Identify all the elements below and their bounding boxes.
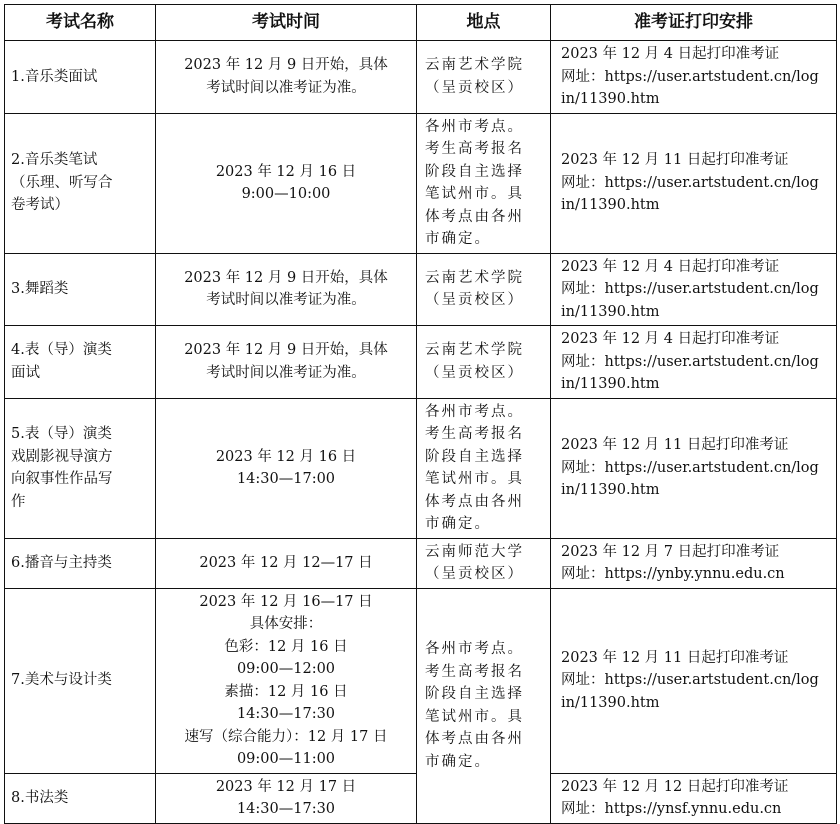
admission-print-cell-line: 2023 年 12 月 11 日起打印准考证 [561, 649, 789, 666]
table-body [5, 41, 837, 824]
exam-name-cell [5, 773, 156, 823]
location-cell [417, 113, 551, 253]
location-cell [417, 588, 551, 823]
table-row [5, 588, 837, 773]
admission-print-cell [551, 113, 837, 253]
exam-time-cell [156, 113, 417, 253]
exam-name-cell-line: 作 [11, 493, 26, 510]
exam-name-cell-line: 4.表（导）演类 [11, 342, 112, 359]
admission-print-cell [551, 538, 837, 588]
location-cell-line: 各州市考点。 [425, 403, 524, 420]
admission-print-cell-line: in/11390.htm [561, 482, 660, 499]
admission-print-cell-line: 2023 年 12 月 12 日起打印准考证 [561, 778, 789, 795]
exam-name-cell-line: 7.美术与设计类 [11, 672, 112, 689]
admission-print-cell [551, 588, 837, 773]
admission-print-cell-line: in/11390.htm [561, 303, 660, 320]
location-cell-line: 体考点由各州 [425, 208, 524, 225]
location-cell-line: 考生高考报名 [425, 663, 524, 680]
location-cell-line: 考生高考报名 [425, 141, 524, 157]
admission-print-cell-line: 网址：https://user.artstudent.cn/log [561, 281, 819, 297]
location-cell-line: 市确定。 [425, 516, 491, 532]
admission-print-cell [551, 253, 837, 326]
location-cell-line: 云南师范大学 [425, 543, 524, 560]
exam-name-cell-line: 面试 [11, 364, 40, 381]
header-location: 地点 [417, 5, 551, 41]
exam-name-cell-line: 2.音乐类笔试 [11, 152, 98, 169]
admission-print-cell-line: 网址：https://user.artstudent.cn/log [561, 672, 819, 689]
admission-print-cell-line: 2023 年 12 月 4 日起打印准考证 [561, 258, 780, 275]
exam-time-cell [156, 398, 417, 538]
admission-print-cell-line: 网址：https://user.artstudent.cn/log [561, 68, 819, 85]
exam-time-cell [156, 538, 417, 588]
exam-name-cell [5, 398, 156, 538]
header-admission-print: 准考证打印安排 [551, 5, 837, 41]
location-cell-line: 云南艺术学院 [425, 342, 524, 359]
location-cell-line: （呈贡校区） [425, 566, 524, 582]
admission-print-cell [551, 773, 837, 823]
table-row [5, 41, 837, 114]
location-cell-line: 各州市考点。 [425, 118, 524, 135]
exam-time-cell-line: 色彩：12 月 16 日 [224, 638, 348, 655]
exam-name-cell-line: 向叙事性作品写 [11, 471, 113, 487]
location-cell-line: （呈贡校区） [425, 292, 524, 309]
exam-name-cell [5, 253, 156, 326]
exam-time-cell-line: 考试时间以准考证为准。 [206, 364, 366, 381]
admission-print-cell-line: 网址：https://user.artstudent.cn/log [561, 459, 819, 476]
table-row [5, 113, 837, 253]
exam-time-cell-line: 考试时间以准考证为准。 [206, 79, 366, 96]
location-cell-line: 各州市考点。 [425, 641, 524, 657]
location-cell-line: 阶段自主选择 [425, 448, 524, 465]
exam-name-cell-line: 戏剧影视导演方 [11, 448, 113, 465]
location-cell [417, 41, 551, 114]
admission-print-cell-line: in/11390.htm [561, 694, 660, 711]
exam-time-cell [156, 326, 417, 399]
exam-name-cell-line: 1.音乐类面试 [11, 68, 98, 85]
location-cell-line: 市确定。 [425, 231, 491, 247]
exam-time-cell-line: 9:00—10:00 [241, 186, 331, 202]
location-cell-line: （呈贡校区） [425, 79, 524, 96]
location-cell [417, 253, 551, 326]
exam-time-cell [156, 41, 417, 114]
table-row [5, 326, 837, 399]
location-cell-line: 云南艺术学院 [425, 269, 524, 286]
admission-print-cell-line: 2023 年 12 月 11 日起打印准考证 [561, 152, 789, 169]
location-cell-line: 云南艺术学院 [425, 57, 524, 74]
exam-name-cell [5, 41, 156, 114]
exam-time-cell-line: 09:00—11:00 [236, 751, 336, 767]
exam-time-cell-line: 2023 年 12 月 16 日 [215, 163, 357, 180]
location-cell-line: 笔试州市。具 [425, 708, 524, 725]
exam-time-cell-line: 2023 年 12 月 9 日开始，具体 [184, 342, 388, 359]
exam-time-cell-line: 具体安排： [249, 616, 323, 632]
exam-time-cell [156, 773, 417, 823]
exam-name-cell [5, 538, 156, 588]
exam-time-cell-line: 速写（综合能力）：12 月 17 日 [184, 728, 388, 745]
exam-name-cell-line: 8.书法类 [11, 789, 69, 806]
location-cell-line: 笔试州市。具 [425, 471, 524, 487]
header-exam-time: 考试时间 [156, 5, 417, 41]
exam-time-cell-line: 2023 年 12 月 9 日开始，具体 [184, 269, 388, 286]
location-cell [417, 398, 551, 538]
admission-print-cell-line: 网址：https://user.artstudent.cn/log [561, 353, 819, 370]
admission-print-cell-line: in/11390.htm [561, 197, 660, 214]
header-exam-name: 考试名称 [5, 5, 156, 41]
table-row [5, 538, 837, 588]
location-cell-line: （呈贡校区） [425, 364, 524, 381]
exam-name-cell [5, 113, 156, 253]
exam-time-cell-line: 14:30—17:30 [236, 801, 336, 817]
location-cell-line: 阶段自主选择 [425, 686, 524, 702]
admission-print-cell-line: 2023 年 12 月 7 日起打印准考证 [561, 543, 780, 560]
admission-print-cell-line: 网址：https://ynby.ynnu.edu.cn [561, 566, 785, 582]
location-cell [417, 326, 551, 399]
admission-print-cell-line: 2023 年 12 月 11 日起打印准考证 [561, 437, 789, 454]
exam-time-cell-line: 14:30—17:00 [236, 471, 336, 487]
exam-name-cell-line: 3.舞蹈类 [11, 281, 69, 297]
exam-time-cell [156, 588, 417, 773]
exam-time-cell-line: 素描：12 月 16 日 [224, 683, 348, 700]
exam-time-cell-line: 09:00—12:00 [236, 661, 336, 677]
location-cell-line: 阶段自主选择 [425, 163, 524, 180]
table-row [5, 253, 837, 326]
admission-print-cell-line: 网址：https://user.artstudent.cn/log [561, 174, 819, 191]
admission-print-cell-line: 2023 年 12 月 4 日起打印准考证 [561, 331, 780, 347]
exam-name-cell [5, 326, 156, 399]
admission-print-cell-line: 网址：https://ynsf.ynnu.edu.cn [561, 801, 782, 817]
location-cell-line: 笔试州市。具 [425, 186, 524, 202]
exam-time-cell-line: 14:30—17:30 [236, 706, 336, 722]
location-cell-line: 体考点由各州 [425, 731, 524, 747]
exam-time-cell-line: 2023 年 12 月 16—17 日 [199, 593, 373, 610]
admission-print-cell [551, 398, 837, 538]
exam-time-cell-line: 2023 年 12 月 12—17 日 [199, 554, 373, 571]
location-cell-line: 市确定。 [425, 753, 491, 770]
exam-name-cell-line: 6.播音与主持类 [11, 554, 112, 571]
table-row [5, 398, 837, 538]
admission-print-cell-line: in/11390.htm [561, 376, 660, 392]
location-cell-line: 考生高考报名 [425, 426, 524, 442]
location-cell [417, 538, 551, 588]
admission-print-cell-line: in/11390.htm [561, 91, 660, 107]
exam-name-cell-line: （乐理、听写合 [11, 174, 113, 191]
exam-time-cell [156, 253, 417, 326]
exam-time-cell-line: 2023 年 12 月 9 日开始，具体 [184, 57, 388, 74]
exam-time-cell-line: 2023 年 12 月 16 日 [215, 448, 357, 465]
header-row [5, 5, 837, 41]
exam-time-cell-line: 2023 年 12 月 17 日 [215, 778, 357, 795]
exam-name-cell-line: 5.表（导）演类 [11, 426, 112, 442]
admission-print-cell-line: 2023 年 12 月 4 日起打印准考证 [561, 46, 780, 62]
admission-print-cell [551, 41, 837, 114]
exam-name-cell [5, 588, 156, 773]
exam-name-cell-line: 卷考试） [11, 197, 69, 214]
admission-print-cell [551, 326, 837, 399]
exam-time-cell-line: 考试时间以准考证为准。 [206, 292, 366, 309]
exam-schedule-table [4, 4, 837, 824]
location-cell-line: 体考点由各州 [425, 493, 524, 510]
